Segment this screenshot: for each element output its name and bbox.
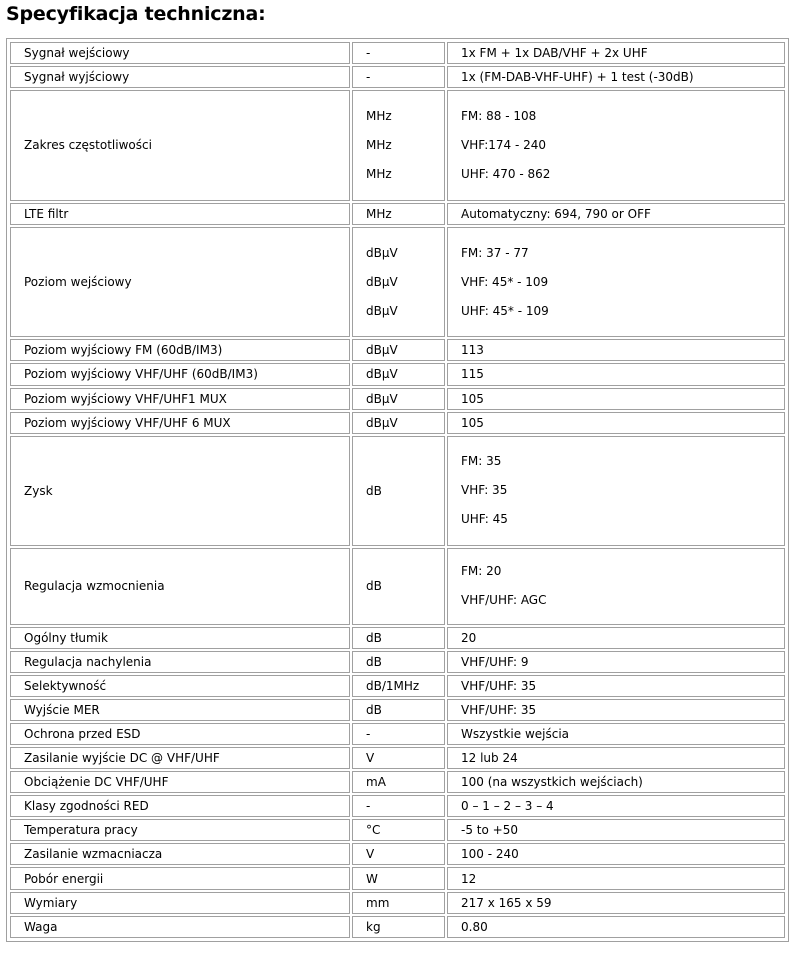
param-cell: Wyjście MER bbox=[10, 699, 350, 721]
value-text: 105 bbox=[461, 391, 484, 406]
unit-cell bbox=[352, 675, 445, 697]
table-row bbox=[10, 819, 785, 841]
unit-text: MHz bbox=[366, 166, 392, 181]
param-cell: Ochrona przed ESD bbox=[10, 723, 350, 745]
param-cell: Obciążenie DC VHF/UHF bbox=[10, 771, 350, 793]
value-text: FM: 20 bbox=[461, 564, 502, 579]
table-row bbox=[10, 339, 785, 361]
value-text: 12 bbox=[461, 871, 477, 886]
unit-text: dBμV bbox=[366, 391, 398, 406]
unit-cell bbox=[352, 747, 445, 769]
value-cell bbox=[447, 627, 785, 649]
value-text: 115 bbox=[461, 367, 484, 382]
param-cell: Zasilanie wzmacniacza bbox=[10, 843, 350, 865]
table-row bbox=[10, 771, 785, 793]
value-cell bbox=[447, 42, 785, 64]
unit-cell bbox=[352, 90, 445, 201]
unit-text: dBμV bbox=[366, 274, 398, 289]
unit-text: kg bbox=[366, 919, 381, 934]
unit-text: dBμV bbox=[366, 415, 398, 430]
param-cell: Selektywność bbox=[10, 675, 350, 697]
value-cell bbox=[447, 795, 785, 817]
table-row bbox=[10, 436, 785, 547]
unit-cell bbox=[352, 42, 445, 64]
value-cell bbox=[447, 66, 785, 88]
unit-text: dBμV bbox=[366, 303, 398, 318]
param-cell: Regulacja nachylenia bbox=[10, 651, 350, 673]
unit-cell bbox=[352, 388, 445, 410]
param-cell: Regulacja wzmocnienia bbox=[10, 548, 350, 624]
table-row bbox=[10, 548, 785, 624]
unit-cell bbox=[352, 795, 445, 817]
value-text: FM: 37 - 77 bbox=[461, 245, 529, 260]
table-row bbox=[10, 675, 785, 697]
param-cell: Sygnał wejściowy bbox=[10, 42, 350, 64]
value-cell bbox=[447, 412, 785, 434]
unit-cell bbox=[352, 203, 445, 225]
value-text: VHF/UHF: 9 bbox=[461, 654, 529, 669]
unit-text: mA bbox=[366, 775, 386, 790]
unit-text: - bbox=[366, 70, 371, 85]
value-cell bbox=[447, 747, 785, 769]
param-cell: Ogólny tłumik bbox=[10, 627, 350, 649]
value-text: UHF: 45 bbox=[461, 512, 508, 527]
value-text: 100 - 240 bbox=[461, 847, 519, 862]
unit-text: - bbox=[366, 799, 371, 814]
value-text: 20 bbox=[461, 630, 477, 645]
unit-text: dB bbox=[366, 630, 382, 645]
unit-text: dBμV bbox=[366, 343, 398, 358]
value-cell bbox=[447, 436, 785, 547]
value-cell bbox=[447, 548, 785, 624]
value-cell bbox=[447, 203, 785, 225]
table-row bbox=[10, 388, 785, 410]
value-cell bbox=[447, 723, 785, 745]
unit-cell bbox=[352, 227, 445, 338]
value-text: VHF: 45* - 109 bbox=[461, 274, 549, 289]
spec-table bbox=[8, 40, 787, 940]
unit-text: V bbox=[366, 751, 375, 766]
unit-text: mm bbox=[366, 895, 390, 910]
unit-cell bbox=[352, 892, 445, 914]
table-row bbox=[10, 627, 785, 649]
param-cell: Poziom wyjściowy VHF/UHF 6 MUX bbox=[10, 412, 350, 434]
unit-text: dB bbox=[366, 483, 382, 498]
unit-cell bbox=[352, 699, 445, 721]
value-text: UHF: 470 - 862 bbox=[461, 166, 551, 181]
param-cell: Pobór energii bbox=[10, 867, 350, 889]
unit-cell bbox=[352, 819, 445, 841]
value-cell bbox=[447, 819, 785, 841]
table-row bbox=[10, 227, 785, 338]
unit-text: MHz bbox=[366, 108, 392, 123]
unit-text: dBμV bbox=[366, 367, 398, 382]
value-text: 100 (na wszystkich wejściach) bbox=[461, 775, 643, 790]
unit-text: MHz bbox=[366, 137, 392, 152]
value-text: FM: 88 - 108 bbox=[461, 108, 537, 123]
value-text: Automatyczny: 694, 790 or OFF bbox=[461, 206, 651, 221]
spec-table-body bbox=[10, 42, 785, 938]
unit-cell bbox=[352, 66, 445, 88]
param-cell: Poziom wyjściowy VHF/UHF1 MUX bbox=[10, 388, 350, 410]
param-cell: Zakres częstotliwości bbox=[10, 90, 350, 201]
value-text: VHF/UHF: AGC bbox=[461, 593, 547, 608]
table-row bbox=[10, 747, 785, 769]
value-text: -5 to +50 bbox=[461, 823, 518, 838]
param-cell: Zysk bbox=[10, 436, 350, 547]
value-text: 1x FM + 1x DAB/VHF + 2x UHF bbox=[461, 46, 648, 61]
unit-text: V bbox=[366, 847, 375, 862]
unit-cell bbox=[352, 548, 445, 624]
unit-text: W bbox=[366, 871, 378, 886]
param-cell: Temperatura pracy bbox=[10, 819, 350, 841]
value-cell bbox=[447, 843, 785, 865]
unit-text: dB/1MHz bbox=[366, 678, 420, 693]
param-cell: Klasy zgodności RED bbox=[10, 795, 350, 817]
param-cell: Poziom wejściowy bbox=[10, 227, 350, 338]
value-text: VHF:174 - 240 bbox=[461, 137, 547, 152]
value-cell bbox=[447, 227, 785, 338]
unit-cell bbox=[352, 723, 445, 745]
unit-text: - bbox=[366, 46, 371, 61]
table-row bbox=[10, 363, 785, 385]
unit-cell bbox=[352, 916, 445, 938]
unit-cell bbox=[352, 843, 445, 865]
param-cell: Waga bbox=[10, 916, 350, 938]
unit-cell bbox=[352, 627, 445, 649]
value-cell bbox=[447, 339, 785, 361]
unit-cell bbox=[352, 867, 445, 889]
page-title: Specyfikacja techniczna: bbox=[6, 3, 266, 25]
value-text: FM: 35 bbox=[461, 454, 502, 469]
table-row bbox=[10, 66, 785, 88]
param-cell: Wymiary bbox=[10, 892, 350, 914]
table-row bbox=[10, 916, 785, 938]
unit-cell bbox=[352, 651, 445, 673]
value-cell bbox=[447, 388, 785, 410]
unit-text: MHz bbox=[366, 206, 392, 221]
unit-cell bbox=[352, 339, 445, 361]
unit-cell bbox=[352, 363, 445, 385]
value-cell bbox=[447, 699, 785, 721]
table-row bbox=[10, 42, 785, 64]
unit-text: °C bbox=[366, 823, 381, 838]
value-cell bbox=[447, 867, 785, 889]
param-cell: Poziom wyjściowy VHF/UHF (60dB/IM3) bbox=[10, 363, 350, 385]
value-cell bbox=[447, 675, 785, 697]
param-cell: Sygnał wyjściowy bbox=[10, 66, 350, 88]
value-text: 12 lub 24 bbox=[461, 751, 518, 766]
value-text: VHF/UHF: 35 bbox=[461, 702, 537, 717]
value-text: 0.80 bbox=[461, 919, 488, 934]
param-cell: LTE filtr bbox=[10, 203, 350, 225]
value-text: 113 bbox=[461, 343, 484, 358]
table-row bbox=[10, 203, 785, 225]
value-cell bbox=[447, 90, 785, 201]
unit-cell bbox=[352, 436, 445, 547]
value-cell bbox=[447, 892, 785, 914]
param-cell: Poziom wyjściowy FM (60dB/IM3) bbox=[10, 339, 350, 361]
table-row bbox=[10, 412, 785, 434]
value-cell bbox=[447, 771, 785, 793]
value-text: UHF: 45* - 109 bbox=[461, 303, 549, 318]
unit-text: dB bbox=[366, 579, 382, 594]
unit-text: dB bbox=[366, 702, 382, 717]
value-cell bbox=[447, 916, 785, 938]
table-row bbox=[10, 892, 785, 914]
table-row bbox=[10, 795, 785, 817]
table-row bbox=[10, 867, 785, 889]
value-cell bbox=[447, 651, 785, 673]
table-row bbox=[10, 723, 785, 745]
unit-cell bbox=[352, 412, 445, 434]
value-cell bbox=[447, 363, 785, 385]
unit-text: - bbox=[366, 726, 371, 741]
unit-text: dB bbox=[366, 654, 382, 669]
value-text: Wszystkie wejścia bbox=[461, 726, 570, 741]
value-text: 1x (FM-DAB-VHF-UHF) + 1 test (-30dB) bbox=[461, 70, 694, 85]
value-text: VHF/UHF: 35 bbox=[461, 678, 537, 693]
value-text: 217 x 165 x 59 bbox=[461, 895, 552, 910]
table-row bbox=[10, 90, 785, 201]
table-row bbox=[10, 699, 785, 721]
unit-text: dBμV bbox=[366, 245, 398, 260]
param-cell: Zasilanie wyjście DC @ VHF/UHF bbox=[10, 747, 350, 769]
value-text: VHF: 35 bbox=[461, 483, 508, 498]
spec-table-frame bbox=[6, 38, 789, 942]
unit-cell bbox=[352, 771, 445, 793]
table-row bbox=[10, 843, 785, 865]
value-text: 105 bbox=[461, 415, 484, 430]
value-text: 0 – 1 – 2 – 3 – 4 bbox=[461, 799, 554, 814]
table-row bbox=[10, 651, 785, 673]
